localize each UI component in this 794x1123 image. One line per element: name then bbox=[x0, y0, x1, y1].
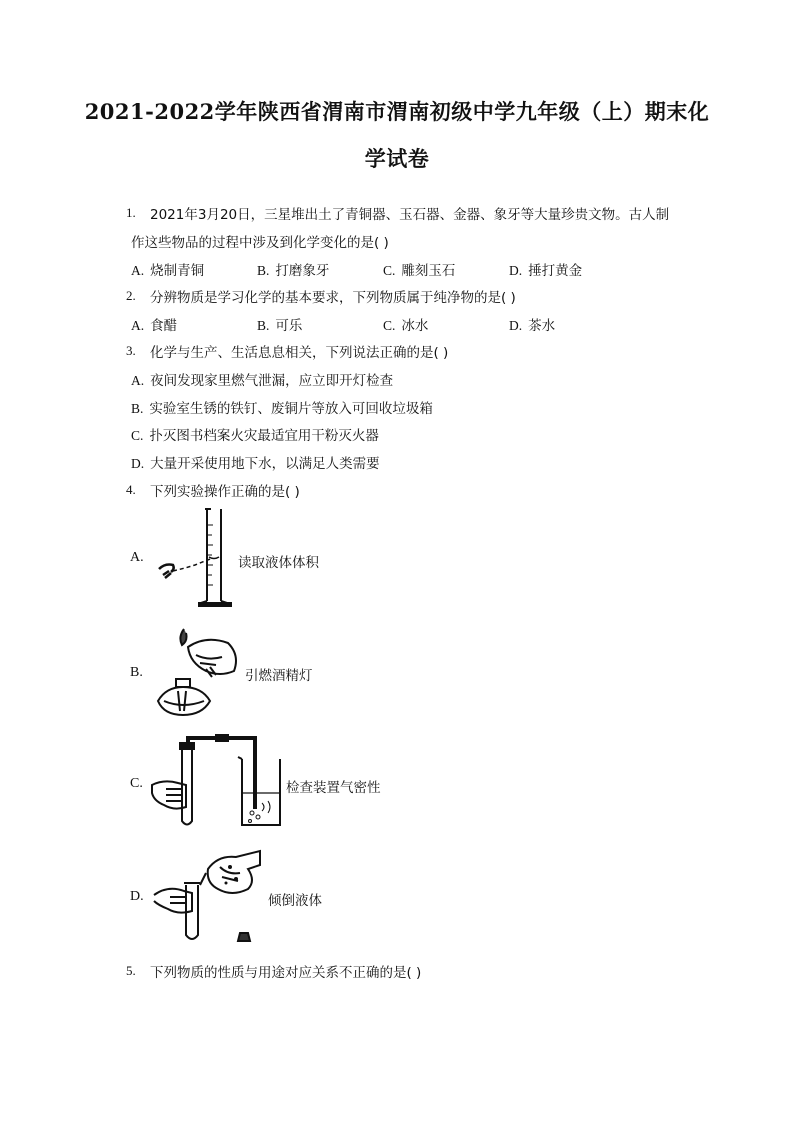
option-letter: A. bbox=[131, 263, 145, 278]
option-text: 食醋 bbox=[150, 318, 178, 334]
question-1-text-line2: 作这些物品的过程中涉及到化学变化的是( ) bbox=[131, 235, 389, 251]
question-2-option-d[interactable] bbox=[509, 314, 555, 334]
option-text: 茶水 bbox=[528, 318, 556, 334]
option-text: 大量开采使用地下水，以满足人类需要 bbox=[150, 456, 380, 472]
question-4-option-d-caption: 倾倒液体 bbox=[268, 893, 322, 909]
option-text: 捶打黄金 bbox=[528, 263, 583, 279]
graduated-cylinder-reading-icon bbox=[155, 505, 235, 610]
exam-title-line1: 2021-2022学年陕西省渭南市渭南初级中学九年级（上）期末化 bbox=[84, 99, 710, 124]
option-letter: A. bbox=[131, 318, 145, 333]
question-2-option-a[interactable] bbox=[131, 314, 177, 334]
airtightness-check-apparatus-icon bbox=[148, 735, 288, 835]
question-2-number: 2. bbox=[126, 288, 136, 303]
question-4-number: 4. bbox=[126, 482, 136, 497]
question-3-number: 3. bbox=[126, 343, 136, 358]
option-text: 冰水 bbox=[401, 318, 429, 334]
option-text: 扑灭图书档案火灾最适宜用干粉灭火器 bbox=[149, 428, 379, 444]
question-1-option-b[interactable] bbox=[257, 259, 329, 279]
question-4-option-b-letter[interactable]: B. bbox=[130, 665, 143, 680]
question-3-option-d[interactable] bbox=[131, 452, 380, 472]
question-5-text: 下列物质的性质与用途对应关系不正确的是( ) bbox=[150, 965, 422, 981]
question-4-option-c-caption: 检查装置气密性 bbox=[286, 780, 381, 796]
question-4-option-d-letter[interactable]: D. bbox=[130, 889, 144, 904]
question-4-option-b-caption: 引燃酒精灯 bbox=[245, 668, 313, 684]
question-4-option-a-caption: 读取液体体积 bbox=[238, 555, 319, 571]
question-1-option-a[interactable] bbox=[131, 259, 204, 279]
option-text: 夜间发现家里燃气泄漏，应立即开灯检查 bbox=[150, 373, 394, 389]
question-3-option-a[interactable] bbox=[131, 369, 393, 389]
option-text: 实验室生锈的铁钉、废铜片等放入可回收垃圾箱 bbox=[149, 401, 433, 417]
option-letter: C. bbox=[131, 428, 144, 443]
question-1-option-c[interactable] bbox=[383, 259, 455, 279]
question-2-option-c[interactable] bbox=[383, 314, 428, 334]
option-letter: B. bbox=[257, 318, 270, 333]
option-letter: D. bbox=[131, 456, 145, 471]
option-letter: C. bbox=[383, 263, 396, 278]
option-letter: B. bbox=[257, 263, 270, 278]
question-1-text-line1: 2021年3月20日，三星堆出土了青铜器、玉石器、金器、象牙等大量珍贵文物。古人制 bbox=[150, 207, 670, 223]
exam-title-line2: 学试卷 bbox=[364, 146, 430, 171]
question-1-number: 1. bbox=[126, 205, 136, 220]
alcohol-lamp-lighting-icon bbox=[150, 625, 245, 720]
question-1-option-d[interactable] bbox=[509, 259, 582, 279]
option-letter: D. bbox=[509, 318, 523, 333]
question-3-text: 化学与生产、生活息息相关，下列说法正确的是( ) bbox=[150, 345, 449, 361]
option-letter: A. bbox=[131, 373, 145, 388]
option-letter: C. bbox=[383, 318, 396, 333]
option-text: 雕刻玉石 bbox=[401, 263, 456, 279]
question-5-number: 5. bbox=[126, 963, 136, 978]
question-4-option-a-letter[interactable]: A. bbox=[130, 550, 144, 565]
question-2-option-b[interactable] bbox=[257, 314, 302, 334]
question-4-option-c-letter[interactable]: C. bbox=[130, 776, 143, 791]
pouring-liquid-icon bbox=[148, 845, 273, 947]
option-letter: D. bbox=[509, 263, 523, 278]
question-4-text: 下列实验操作正确的是( ) bbox=[150, 484, 300, 500]
option-letter: B. bbox=[131, 401, 144, 416]
option-text: 烧制青铜 bbox=[150, 263, 205, 279]
question-2-text: 分辨物质是学习化学的基本要求，下列物质属于纯净物的是( ) bbox=[150, 290, 516, 306]
question-3-option-b[interactable] bbox=[131, 397, 433, 417]
option-text: 打磨象牙 bbox=[275, 263, 330, 279]
option-text: 可乐 bbox=[275, 318, 303, 334]
question-3-option-c[interactable] bbox=[131, 424, 379, 444]
